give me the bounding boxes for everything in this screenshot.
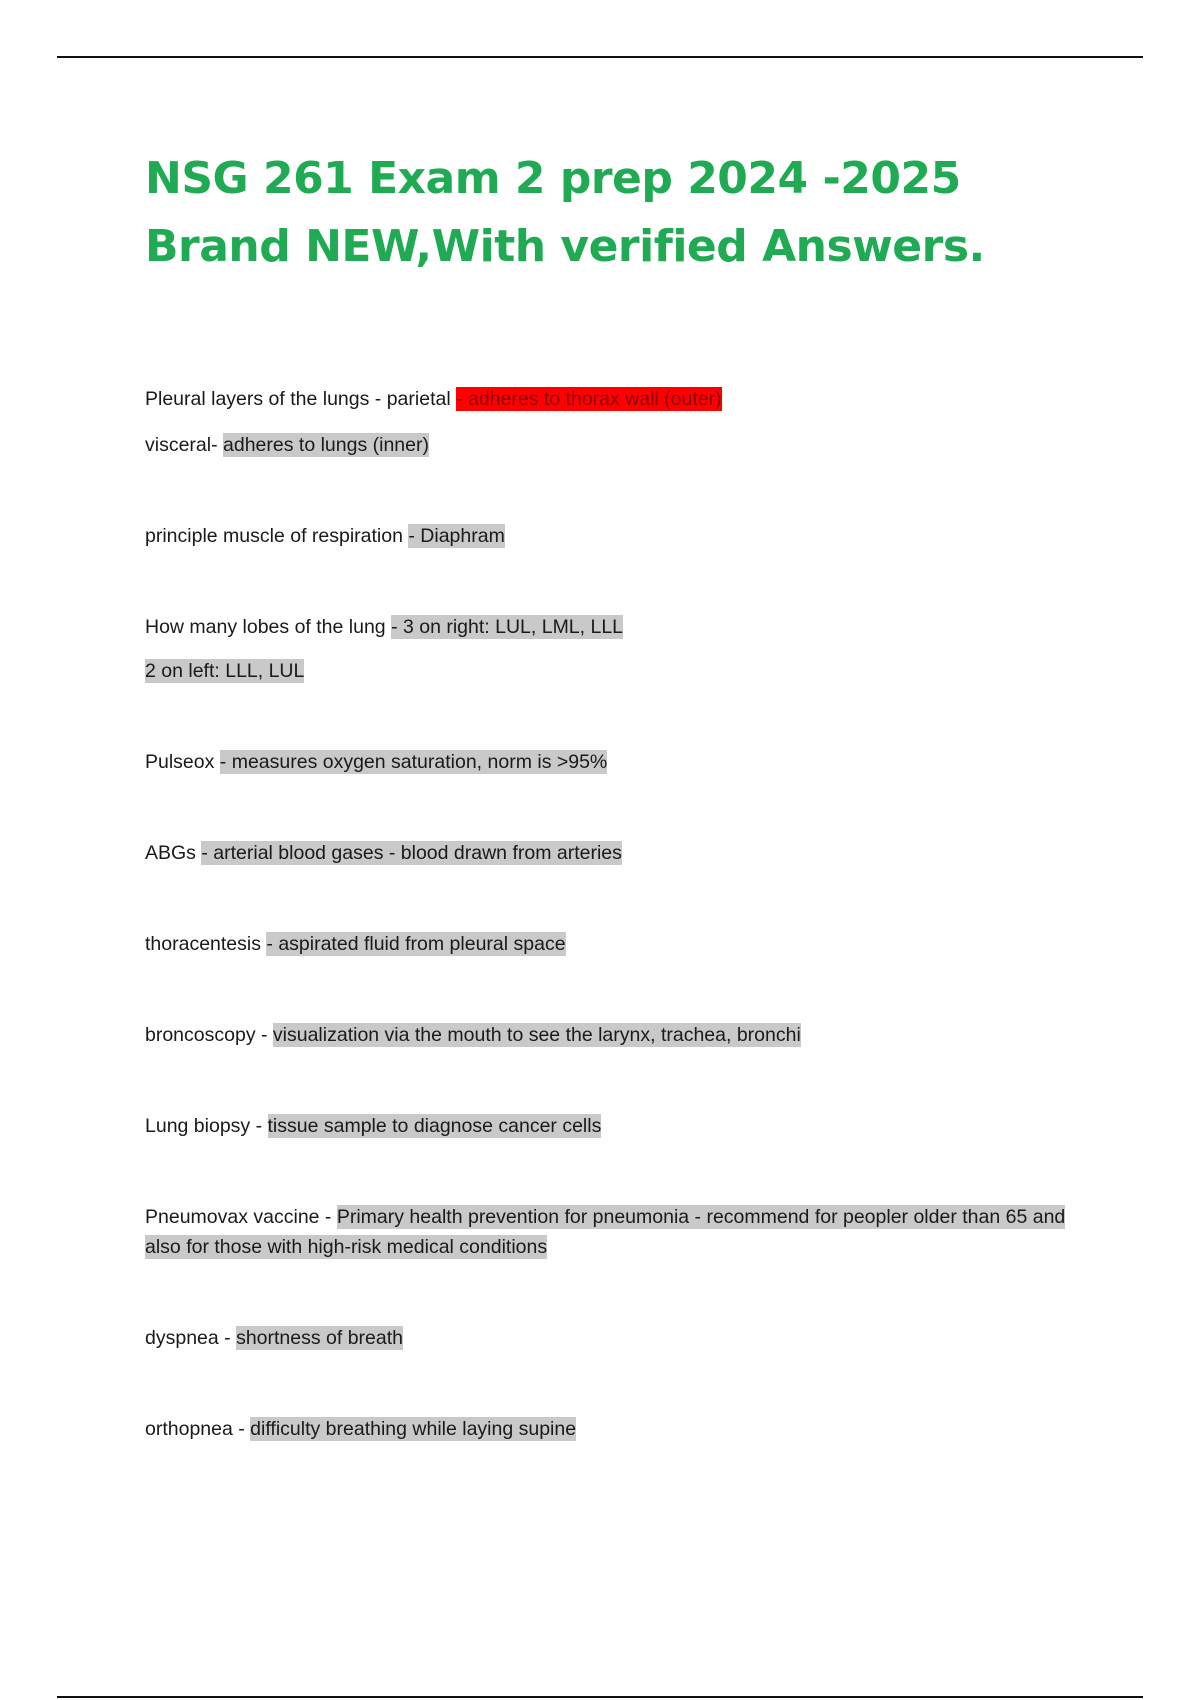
entry-term: ABGs [145,842,202,864]
entry-abgs [145,838,1085,868]
entry-answer: adheres to lungs (inner) [223,434,429,456]
entry-term: dyspnea - [145,1327,237,1349]
entry-dyspnea [145,1323,1085,1353]
bottom-rule [57,1696,1143,1698]
entry-pleural-parietal [145,384,1085,414]
entry-term: Pneumovax vaccine - [145,1206,337,1228]
entry-lung-biopsy [145,1111,1085,1141]
entry-term: visceral- [145,434,224,456]
entry-answer: - arterial blood gases - blood drawn from arteries [201,842,622,864]
entry-answer: Primary health prevention for pneumonia - recommend for peopler older than 65 and also for those with high-risk medical conditions [145,1206,1066,1258]
entry-respiration-muscle [145,521,1085,551]
entry-answer: tissue sample to diagnose cancer cells [267,1115,602,1137]
entry-answer: shortness of breath [236,1327,403,1349]
page-title: NSG 261 Exam 2 prep 2024 -2025 Brand NEW,With verified Answers. [145,153,985,272]
top-rule [57,56,1143,58]
entry-answer: visualization via the mouth to see the larynx, trachea, bronchi [272,1024,801,1046]
entry-pleural-visceral [145,430,1085,460]
entry-answer: - Diaphram [408,525,505,547]
entry-pulseox [145,747,1085,777]
entry-answer: - adheres to thorax wall (outer) [456,388,722,410]
entry-broncoscopy [145,1020,1085,1050]
entry-lung-lobes-left [145,656,1085,686]
entry-orthopnea [145,1414,1085,1444]
entry-term: Pleural layers of the lungs - parietal [145,388,457,410]
entry-term: principle muscle of respiration [145,525,409,547]
entry-answer: difficulty breathing while laying supine [250,1418,577,1440]
entry-thoracentesis [145,929,1085,959]
entry-term: orthopnea - [145,1418,251,1440]
entry-term: Lung biopsy - [145,1115,268,1137]
entry-answer: - aspirated fluid from pleural space [266,933,566,955]
entry-lung-lobes [145,612,1085,642]
entry-term: thoracentesis [145,933,267,955]
entry-answer: 2 on left: LLL, LUL [145,660,305,682]
entry-term: How many lobes of the lung [145,616,392,638]
entry-answer: - 3 on right: LUL, LML, LLL [391,616,624,638]
entry-answer: - measures oxygen saturation, norm is >95% [219,751,608,773]
entry-term: broncoscopy - [145,1024,273,1046]
entry-pneumovax [145,1202,1085,1262]
entry-term: Pulseox [145,751,220,773]
